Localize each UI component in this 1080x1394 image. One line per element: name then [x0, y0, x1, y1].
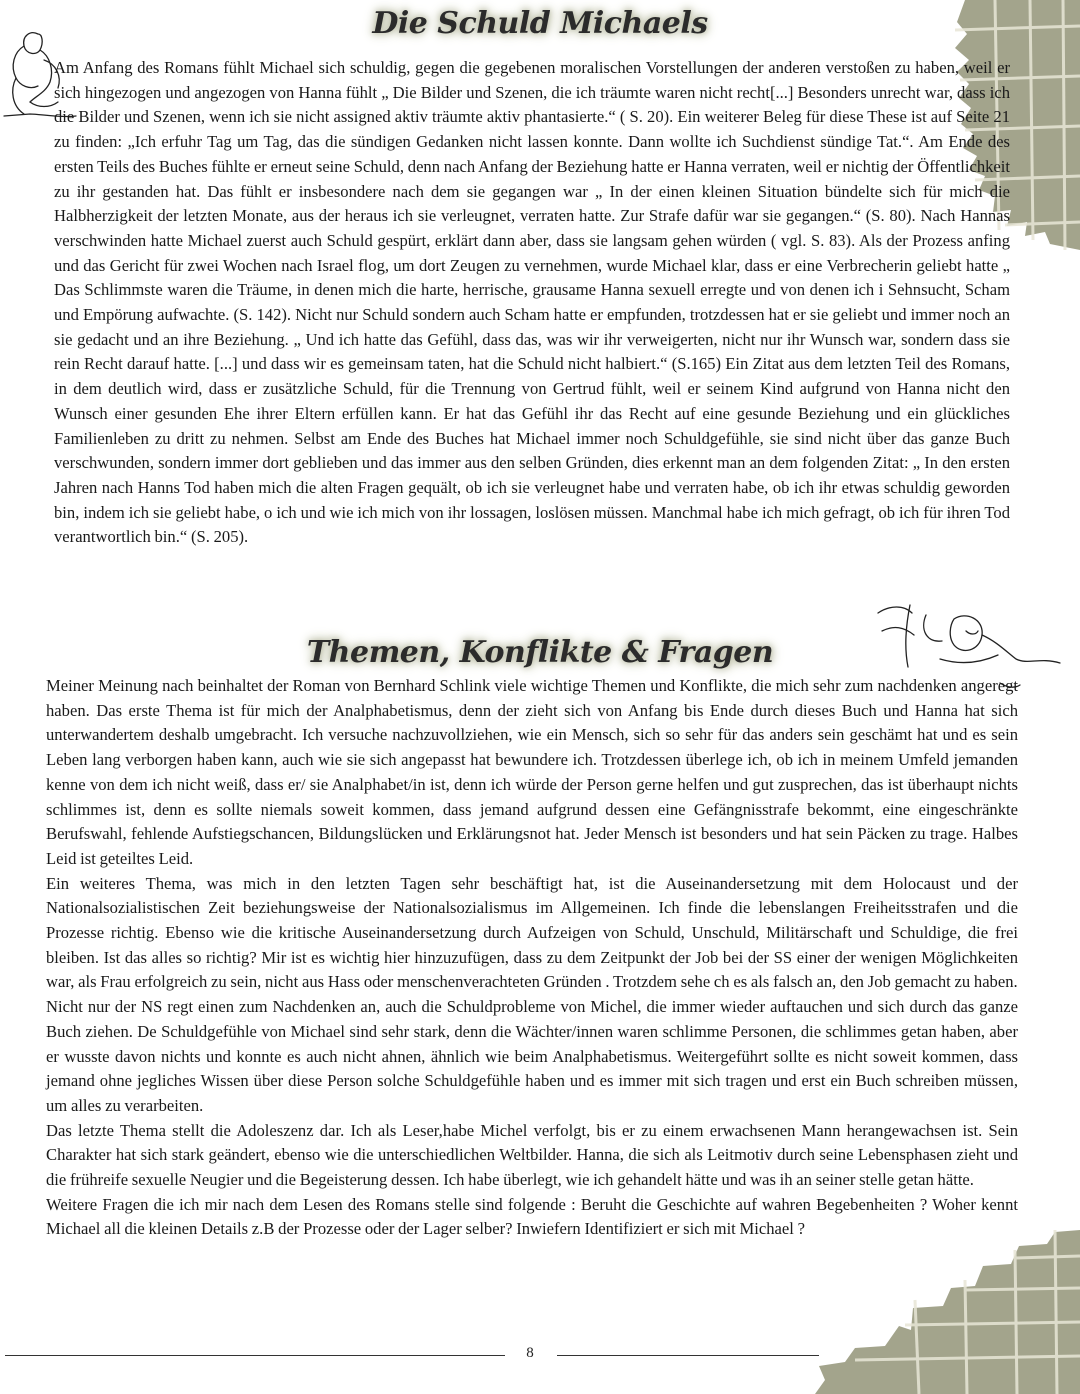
section-body-themen — [46, 674, 1018, 1242]
paragraph-holocaust: Ein weiteres Thema, was mich in den letzten Tagen sehr beschäftigt hat, ist die Auseinandersetzung mit dem Holocaust und der Nationalsozialistischen Zeit beziehungsweise der Nationalsozialismus im Allgemeinen. Ich finde die lebenslangen Freiheitsstrafen und die Prozesse richtig. Ebenso wie die kritische Auseinandersetzung durch Aufzeigen von Schuld, Unschuld, Militärschaft und Schuldige, die frei bleiben. Ist das alles so richtig? Mir ist es wichtig hier hinzuzufügen, dass zu dem Zeitpunkt der Job bei der SS einer der wenigen Möglichkeiten war, als Frau erfolgreich zu sein, nicht aus Hass oder menschenverachteten Gründen . Trotzdem sehe ch es als falsch an, den Job gemacht zu haben. — [46, 873, 1018, 992]
page-number: 8 — [526, 1345, 534, 1361]
section-title-themen: Themen, Konflikte & Fragen — [306, 635, 774, 670]
decorative-collage-bottom-right — [815, 1230, 1080, 1394]
paragraph-schuld: Am Anfang des Romans fühlt Michael sich schuldig, gegen die gegebenen moralischen Vorstellungen der anderen verstoßen zu haben, weil er sich hingezogen und angezogen von Hanna fühlt „ Die Bilder und Szenen, die ich träumte waren nicht recht[...] Besonders unrecht war, dass ich die Bilder und Szenen, wenn ich sie nicht assigned aktiv träumte aktiv phantasierte.“ ( S. 20). Ein weiterer Beleg für diese These ist auf Seite 21 zu finden: „Ich erfuhr Tag um Tag, das die sündigen Gedanken nicht lassen konnte. Dann wollte ich Suchdienst sündige Tat.“. Am Ende des ersten Teils des Buches fühlte er erneut seine Schuld, denn nach Anfang der Beziehung hatte er Hanna verraten, weil er nichtig der Öffentlichkeit zu ihr gestanden hat. Das fühlt er insbesondere nach dem sie gegangen war „ In der einen kleinen Situation bündelte sich für mich die Halbherzigkeit der letzten Monate, aus der heraus ich sie verleugnet, verraten hatte. Zur Strafe dafür war sie gegangen.“ (S. 80). Nach Hannas verschwinden hatte Michael zuerst auch Schuld gespürt, erklärt dann aber, dass sie langsam gehen würden ( vgl. S. 83). Als der Prozess anfing und das Gericht für zwei Wochen nach Israel flog, um dort Zeugen zu vernehmen, wurde Michael klar, dass er eine Verbrecherin geliebt hatte „ Das Schlimmste waren die Träume, in denen mich die harte, herrische, grausame Hanna sexuell erregte und von denen ich i Sehnsucht, Scham und Empörung aufwachte. (S. 142). Nicht nur Schuld sondern auch Scham hatte er empfunden, trotzdessen hat er sie geliebt und immer noch an sie gedacht und an ihre Beziehung. „ Und ich hatte das Gefühl, dass das, was wir ihr verweigerten, nicht nur ihr Wunsch war, sondern dass sie rein Recht darauf hatte. [...] und dass wir es gemeinsam taten, hat die Schuld nicht halbiert.“ (S.165) Ein Zitat aus dem letzten Teil des Romans, in dem deutlich wird, dass er zusätzliche Schuld, für die Trennung von Gertrud fühlt, weil er seinem Kind aufgrund von Hanna nicht den Wunsch einer gesunden Ehe ihrer Eltern erfüllen kann. Er hat das Gefühl ihr das Recht auf eine gesunde Beziehung und ein glückliches Familienleben zu dritt zu nehmen. Selbst am Ende des Buches hat Michael immer noch Schuldgefühle, sie sind nicht über das ganze Buch verschwunden, sondern immer dort geblieben und das immer aus den selben Gründen, dies erkennt man an dem folgenden Zitat: „ In den ersten Jahren nach Hanns Tod haben mich die alten Fragen gequält, ob ich sie verleugnet habe und verraten habe, ob ich ihr etwas schuldig geworden bin, indem ich sie geliebt habe, o ich und wie ich mich von ihr lossagen, loslösen müssen. Manchmal habe ich mich gefragt, ob ich für ihren Tod verantwortlich bin.“ (S. 205). — [54, 58, 1010, 547]
footer-rule-left — [5, 1355, 505, 1356]
paragraph-schuldprobleme: Nicht nur der NS regt einen zum Nachdenken an, auch die Schuldprobleme von Michel, die immer wieder auftauchen und sich durch das ganze Buch ziehen. De Schuldgefühle von Michael sind sehr stark, denn die Wächter/innen waren schlimme Personen, die schlimmes getan haben, aber er wusste davon nichts und konnte es auch nicht ahnen, ähnlich wie beim Analphabetismus. Weitergeführt sollte es nicht soweit kommen, dass jemand ohne jegliches Wissen über diese Person solche Schuldgefühle haben und es immer mit sich tragen und erst ein Buch schreiben müssen, um alles zu verarbeiten. — [46, 997, 1018, 1115]
footer-rule-right — [557, 1355, 819, 1356]
section-title-schuld: Die Schuld Michaels — [372, 6, 708, 41]
paragraph-adoleszenz: Das letzte Thema stellt die Adoleszenz dar. Ich als Leser,habe Michel verfolgt, bis er zu einem erwachsenen Mann herangewachsen ist. Sein Charakter hat sich stark geändert, ebenso wie die unterschiedlichen Weltbilder. Hanna, die sich als Leitmotiv durch seine Lebensphasen zieht und die frühreife sexuelle Neugier und die Begeisterung dessen. Ich habe überlegt, wie ich gehandelt hätte und was ih an seiner stelle getan hätte. — [46, 1120, 1018, 1190]
paragraph-analphabetismus: Meiner Meinung nach beinhaltet der Roman von Bernhard Schlink viele wichtige Themen und Konflikte, die mich sehr zum nachdenken angeregt haben. Das erste Thema ist für mich der Analphabetismus, denn der zieht sich von Anfang bis Ende durch dieses Buch und Hanna hat sich unterwandertem deshalb umgebracht. Ich versuche nachzuvollziehen, wie ein Mensch, sich so sehr für das anders sein geschämt hat und es sein Leben lang verborgen haben kann, auch wie sie sich angepasst hat bewundere ich. Trotzdessen überlege ich, ob ich in meinem Umfeld jemanden kenne von dem ich nicht weiß, dass er/ sie Analphabet/in ist, denn ich würde der Person gerne helfen und gut zusprechen, das ist überhaupt nichts schlimmes ist, denn es sollte niemals soweit kommen, dass jemand aufgrund dessen eine Gefängnisstrafe bekommt, eine eingeschränkte Berufswahl, fehlende Aufstiegschancen, Bildungslücken und Erklärungsnot hat. Jeder Mensch ist besonders und hat sein Päcken zu trage. Halbes Leid ist geteiltes Leid. — [46, 676, 1018, 868]
paragraph-fragen: Weitere Fragen die ich mir nach dem Lesen des Romans stelle sind folgende : Beruht die Geschichte auf wahren Begebenheiten ? Woher kennt Michael all die kleinen Details z.B der Prozesse oder der Lager selber? Inwiefern Identifiziert er sich mit Michael ? — [46, 1194, 1018, 1239]
